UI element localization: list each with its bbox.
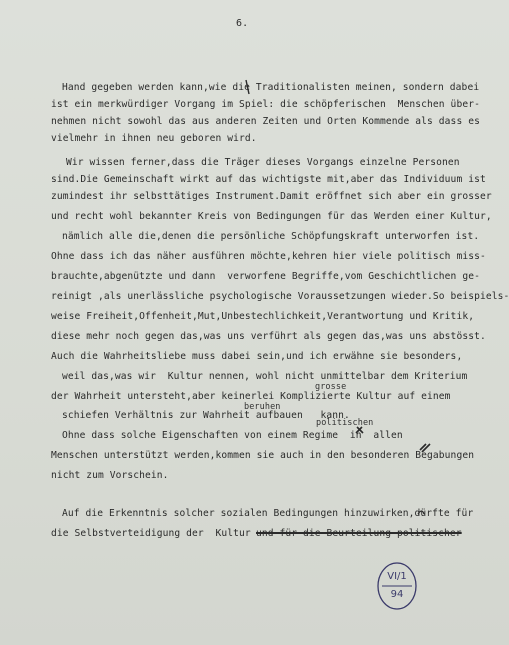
deletion-mark-icon-2 — [356, 427, 363, 433]
interlinear-beruhen: beruhen — [244, 402, 281, 412]
text-line-23: die Selbstverteidigung der Kultur — [51, 528, 257, 539]
text-line-5: Wir wissen ferner,dass die Träger dieses Vorgangs einzelne Personen — [66, 157, 460, 168]
text-line-22: Auf die Erkenntnis solcher sozialen Bedingungen hinzuwirken,dürfte für — [62, 508, 474, 519]
page-number: 6. — [236, 18, 249, 29]
stamp-bottom: 94 — [390, 589, 404, 600]
text-line-4: vielmehr in ihnen neu geboren wird. — [51, 133, 257, 144]
text-line-13: weise Freiheit,Offenheit,Mut,Unbestechlichkeit,Verantwortung und Kritik, — [51, 311, 475, 322]
text-line-17: der Wahrheit untersteht,aber keinerlei Komplizierte Kultur auf einem — [51, 391, 451, 402]
text-line-6: sind.Die Gemeinschaft wirkt auf das wichtigste mit,aber das Individuum ist — [51, 174, 486, 185]
text-line-3: nehmen nicht sowohl das aus anderen Zeiten und Orten Kommende als dass es — [51, 116, 480, 127]
text-line-7: zumindest ihr selbsttätiges Instrument.Damit eröffnet sich aber ein grosser — [51, 191, 492, 202]
text-line-10: Ohne dass ich das näher ausführen möchte,kehren hier viele politisch miss- — [51, 251, 486, 262]
text-line-12: reinigt ,als unerlässliche psychologische Voraussetzungen wieder.So beispiels- — [51, 291, 509, 302]
text-line-16: weil das,was wir Kultur nennen, wohl nicht unmittelbar dem Kriterium — [62, 371, 468, 382]
text-line-21: nicht zum Vorschein. — [51, 470, 169, 481]
archive-stamp — [376, 561, 418, 611]
text-line-19: Ohne dass solche Eigenschaften von einem Regime in allen — [62, 430, 403, 441]
text-line-8: und recht wohl bekannter Kreis von Bedingungen für das Werden einer Kultur, — [51, 211, 492, 222]
interlinear-grosse: grosse — [315, 382, 347, 392]
insertion-mark-icon — [246, 80, 249, 94]
text-line-18: schiefen Verhältnis zur Wahrheit aufbauen kann. — [62, 410, 350, 421]
insertion-caret-icon — [418, 511, 424, 514]
text-line-15: Auch die Wahrheitsliebe muss dabei sein,und ich erwähne sie besonders, — [51, 351, 463, 362]
text-line-9: nämlich alle die,denen die persönliche Schöpfungskraft unterworfen ist. — [62, 231, 480, 242]
text-line-20: Menschen unterstützt werden,kommen sie auch in den besonderen Begabungen — [51, 450, 475, 461]
text-line-1: Hand gegeben werden kann,wie die Traditionalisten meinen, sondern dabei — [62, 82, 480, 93]
text-line-14: diese mehr noch gegen das,was uns verführt als gegen das,was uns abstösst. — [51, 331, 486, 342]
text-line-2: ist ein merkwürdiger Vorgang im Spiel: die schöpferischen Menschen über- — [51, 99, 480, 110]
struck-text: und für die Beurteilung politischer — [256, 528, 462, 539]
interlinear-politischen: politischen — [316, 418, 374, 428]
stamp-top: VI/1 — [387, 571, 407, 582]
deletion-mark-icon — [420, 444, 430, 452]
text-line-11: brauchte,abgenützte und dann verworfene Begriffe,vom Geschichtlichen ge- — [51, 271, 480, 282]
stamp-oval-icon — [376, 561, 418, 611]
